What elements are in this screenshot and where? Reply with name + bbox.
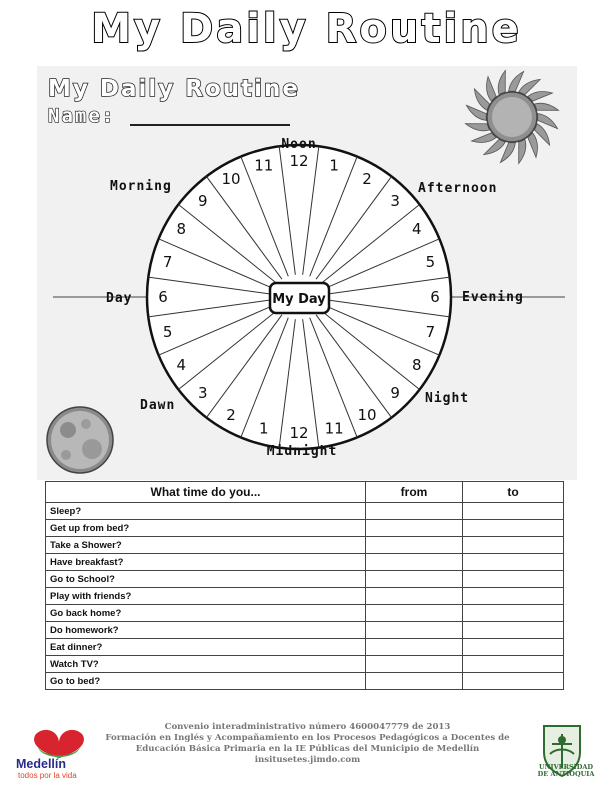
footer-url: insitusetes.jimdo.com [254,755,361,765]
noon-label: Noon [281,137,317,152]
table-row [46,622,564,639]
hour-number: 8 [176,220,186,238]
table-row [46,503,564,520]
to-cell[interactable] [463,605,564,622]
hour-number: 6 [158,288,168,306]
table-row [46,639,564,656]
worksheet-subtitle: My Daily Routine [48,76,301,102]
center-label: My Day [272,292,326,307]
table-header [46,482,564,503]
hour-number: 4 [176,356,186,374]
activity-cell: Play with friends? [46,588,366,605]
from-cell[interactable] [366,622,463,639]
from-cell[interactable] [366,673,463,690]
from-cell[interactable] [366,537,463,554]
footer-line: Convenio interadministrativo número 4600047779 de 2013 [164,722,451,732]
from-cell[interactable] [366,554,463,571]
from-cell[interactable] [366,639,463,656]
to-cell[interactable] [463,639,564,656]
sun-ray [519,140,526,164]
hour-number: 8 [412,356,422,374]
to-cell[interactable] [463,571,564,588]
activity-cell: Go back home? [46,605,366,622]
sun-ray [528,133,538,158]
routine-table [45,481,564,690]
to-cell[interactable] [463,656,564,673]
sun-ray [465,124,489,131]
day-label: Day [106,291,133,306]
activity-cell: Get up from bed? [46,520,366,537]
hour-number: 3 [198,384,208,403]
footer-line: Formación en Inglés y Acompañamiento en los Procesos Pedagógicos a Docentes de [105,733,510,743]
hour-number: 4 [412,220,422,238]
night-label: Night [425,391,470,406]
medellin-name: Medellín [16,757,67,771]
hour-number: 1 [259,419,269,438]
sun-icon [465,70,558,163]
from-cell[interactable] [366,503,463,520]
hour-number: 12 [289,152,309,170]
hour-number: 10 [221,170,241,189]
from-header: from [366,482,463,503]
from-cell[interactable] [366,605,463,622]
hour-number: 11 [324,419,344,438]
udea-line1: UNIVERSIDAD [538,763,594,771]
evening-label: Evening [462,290,524,305]
table-row [46,554,564,571]
hour-number: 9 [198,191,208,210]
sun-ray [498,70,505,94]
to-header: to [463,482,564,503]
hour-number: 3 [390,191,400,210]
hour-number: 2 [362,170,372,189]
footer-line: Educación Básica Primaria en la IE Públicas del Municipio de Medellín [135,744,480,754]
page-title: My Daily Routine [91,6,522,52]
hour-number: 1 [329,156,339,175]
from-cell[interactable] [366,656,463,673]
activity-cell: Take a Shower? [46,537,366,554]
to-cell[interactable] [463,537,564,554]
from-cell[interactable] [366,588,463,605]
hour-number: 9 [390,384,400,403]
to-cell[interactable] [463,588,564,605]
table-row [46,605,564,622]
hour-number: 10 [357,405,377,424]
table-row [46,520,564,537]
to-cell[interactable] [463,622,564,639]
udea-name [528,764,604,778]
from-cell[interactable] [366,571,463,588]
footer-text [100,722,515,766]
table-row [46,537,564,554]
table-row [46,673,564,690]
activity-cell: Watch TV? [46,656,366,673]
hour-number: 7 [162,252,173,271]
activity-cell: Go to School? [46,571,366,588]
hour-number: 11 [254,156,274,175]
midnight-label: Midnight [266,444,338,459]
sun-ray [487,77,497,102]
hour-number: 2 [226,405,236,424]
hour-number: 6 [430,288,440,306]
activity-cell: Do homework? [46,622,366,639]
hour-number: 7 [425,323,436,342]
moon-icon [47,407,113,473]
medellin-tagline: todos por la vida [18,771,77,780]
hour-number: 5 [162,323,173,342]
sun-ray [535,103,559,110]
hour-number: 5 [425,252,436,271]
udea-line2: DE ANTIOQUIA [537,770,595,778]
sun-ray [528,92,553,102]
from-cell[interactable] [366,520,463,537]
afternoon-label: Afternoon [418,181,498,196]
hour-number: 12 [289,424,309,442]
activity-cell: Sleep? [46,503,366,520]
activity-cell: Have breakfast? [46,554,366,571]
to-cell[interactable] [463,503,564,520]
to-cell[interactable] [463,520,564,537]
to-cell[interactable] [463,554,564,571]
sun-ray [472,133,497,143]
name-label: Name: [48,105,116,127]
activity-header: What time do you... [46,482,366,503]
activity-cell: Eat dinner? [46,639,366,656]
morning-label: Morning [110,179,172,194]
activity-cell: Go to bed? [46,673,366,690]
dawn-label: Dawn [140,398,176,413]
table-row [46,656,564,673]
to-cell[interactable] [463,673,564,690]
table-row [46,571,564,588]
table-row [46,588,564,605]
